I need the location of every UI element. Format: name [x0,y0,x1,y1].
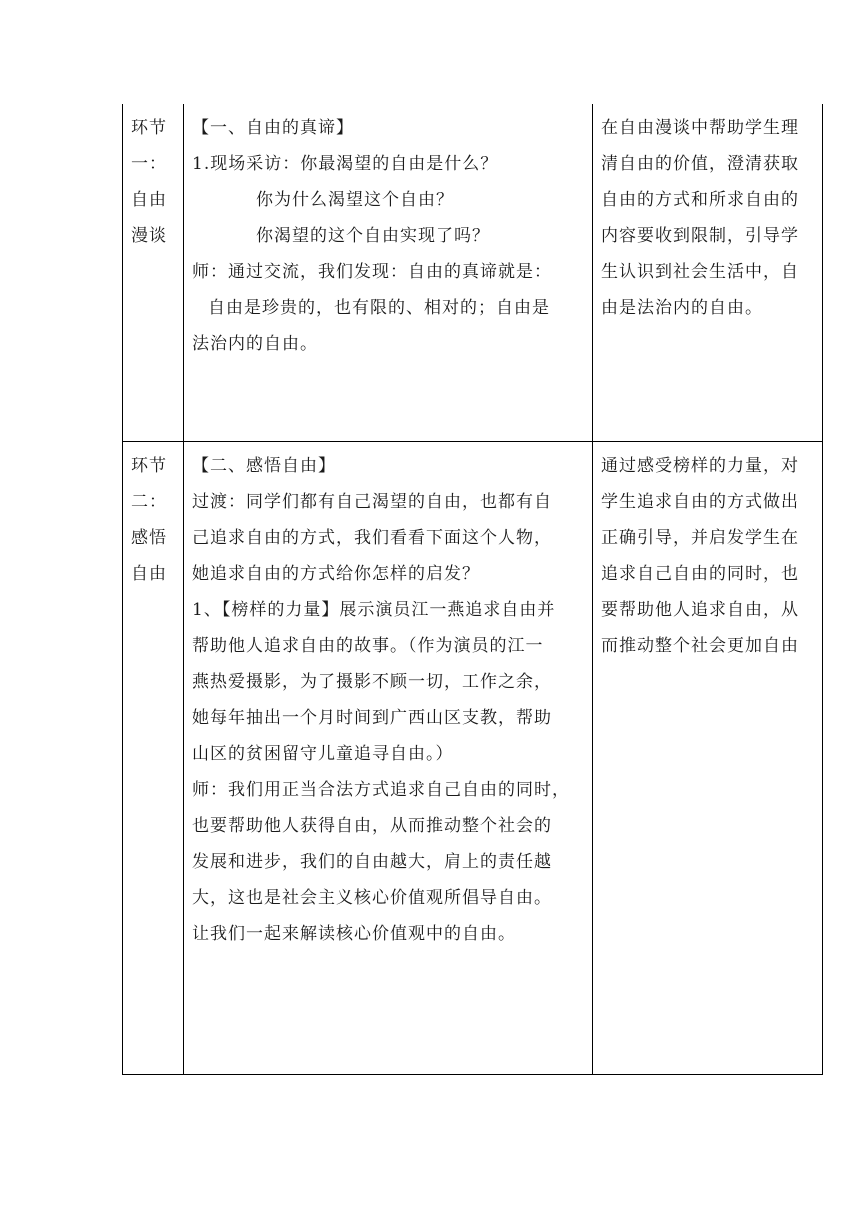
table-row-divider [122,441,823,442]
intent-cell-1 [601,110,819,326]
content-line: 让我们一起来解读核心价值观中的自由。 [192,924,516,944]
content-line: 她每年抽出一个月时间到广西山区支教，帮助 [192,708,552,728]
intent-line: 内容要收到限制，引导学 [601,226,799,246]
table-border-left [122,104,123,1075]
stage-cell-2 [131,448,179,592]
stage-label-line: 自由 [131,190,167,210]
intent-cell-2 [601,448,819,664]
stage-label-line: 一： [131,154,167,174]
intent-line: 学生追求自由的方式做出 [601,492,799,512]
content-cell-1 [192,110,588,362]
intent-line: 正确引导，并启发学生在 [601,528,799,548]
content-line: 法治内的自由。 [192,334,318,354]
content-line: 帮助他人追求自由的故事。（作为演员的江一 [192,636,544,656]
intent-line: 在自由漫谈中帮助学生理 [601,118,799,138]
content-line: 【二、感悟自由】 [192,456,336,476]
table-border-bottom [122,1074,823,1075]
stage-label-line: 环节 [131,456,167,476]
intent-line: 生认识到社会生活中，自 [601,262,799,282]
table-divider-stage [183,104,184,1075]
intent-line: 要帮助他人追求自由，从 [601,600,799,620]
intent-line: 由是法治内的自由。 [601,298,763,318]
content-line: 自由是珍贵的，也有限的、相对的；自由是 [208,298,550,318]
content-line: 【一、自由的真谛】 [192,118,354,138]
intent-line: 通过感受榜样的力量，对 [601,456,799,476]
stage-cell-1 [131,110,179,254]
content-line: 也要帮助他人获得自由，从而推动整个社会的 [192,816,552,836]
content-line: 大，这也是社会主义核心价值观所倡导自由。 [192,888,552,908]
table-border-right [822,104,823,1075]
content-line: 发展和进步，我们的自由越大，肩上的责任越 [192,852,552,872]
intent-line: 自由的方式和所求自由的 [601,190,799,210]
stage-label-line: 自由 [131,564,167,584]
content-line: 己追求自由的方式，我们看看下面这个人物， [192,528,552,548]
intent-line: 而推动整个社会更加自由 [601,636,799,656]
stage-label-line: 漫谈 [131,226,167,246]
intent-line: 追求自己自由的同时，也 [601,564,799,584]
content-line: 1.现场采访：你最渴望的自由是什么？ [192,154,499,174]
content-line: 你渴望的这个自由实现了吗？ [256,226,490,246]
content-line: 山区的贫困留守儿童追寻自由。） [192,744,454,764]
content-line: 1、【榜样的力量】展示演员江一燕追求自由并 [192,600,556,620]
content-line: 你为什么渴望这个自由？ [256,190,454,210]
content-line: 她追求自由的方式给你怎样的启发？ [192,564,480,584]
stage-label-line: 环节 [131,118,167,138]
table-divider-content [592,104,593,1075]
content-line: 师：通过交流，我们发现：自由的真谛就是： [192,262,552,282]
content-line: 师：我们用正当合法方式追求自己自由的同时， [192,780,570,800]
content-line: 燕热爱摄影，为了摄影不顾一切，工作之余， [192,672,552,692]
intent-line: 清自由的价值，澄清获取 [601,154,799,174]
stage-label-line: 二： [131,492,167,512]
content-cell-2 [192,448,588,952]
content-line: 过渡：同学们都有自己渴望的自由，也都有自 [192,492,552,512]
stage-label-line: 感悟 [131,528,167,548]
